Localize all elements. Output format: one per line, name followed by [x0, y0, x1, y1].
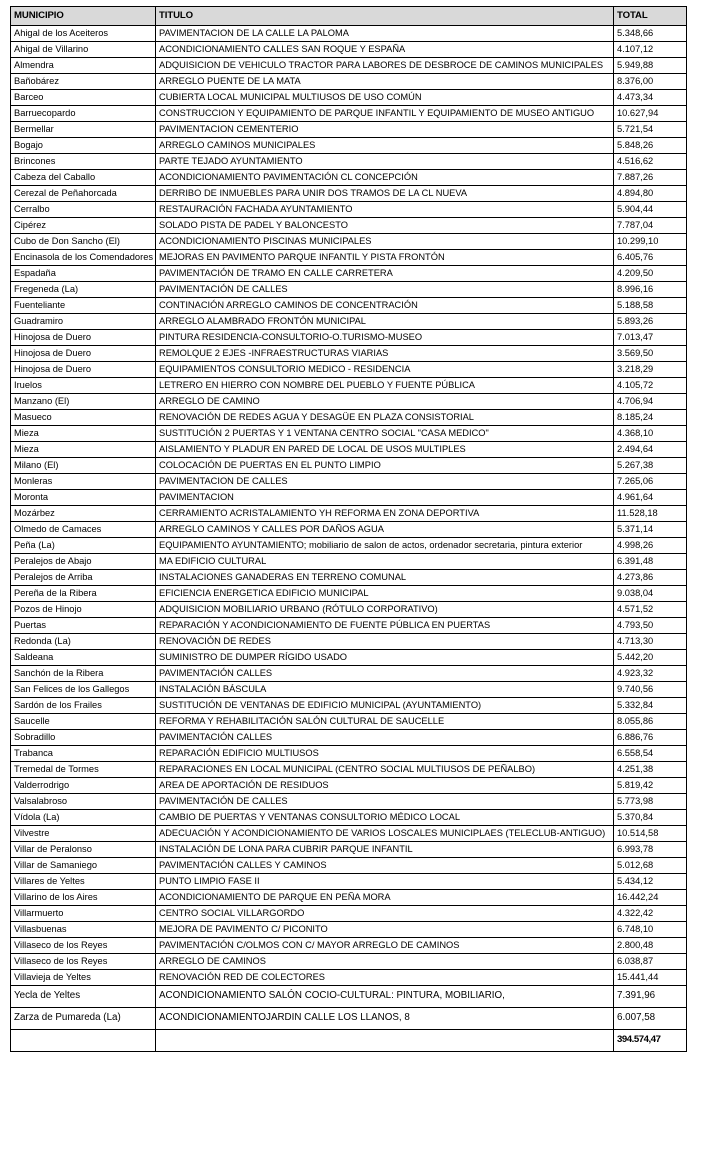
cell-total: 5.893,26	[614, 314, 687, 330]
table-row	[11, 570, 687, 586]
table-row	[11, 522, 687, 538]
table-row	[11, 122, 687, 138]
cell-total: 4.107,12	[614, 42, 687, 58]
cell-titulo: ARREGLO CAMINOS Y CALLES POR DAÑOS AGUA	[156, 522, 614, 538]
cell-total: 6.748,10	[614, 922, 687, 938]
cell-titulo: MEJORA DE PAVIMENTO C/ PICONITO	[156, 922, 614, 938]
cell-titulo: PUNTO LIMPIO FASE II	[156, 874, 614, 890]
cell-total: 16.442,24	[614, 890, 687, 906]
cell-municipio: Bermellar	[11, 122, 156, 138]
cell-titulo: CAMBIO DE PUERTAS Y VENTANAS CONSULTORIO MÉDICO LOCAL	[156, 810, 614, 826]
cell-municipio: Tremedal de Tormes	[11, 762, 156, 778]
grand-total-row	[11, 1030, 687, 1052]
cell-municipio: Sanchón de la Ribera	[11, 666, 156, 682]
table-row	[11, 778, 687, 794]
cell-titulo: SUMINISTRO DE DUMPER RÍGIDO USADO	[156, 650, 614, 666]
table-row	[11, 538, 687, 554]
cell-total: 5.188,58	[614, 298, 687, 314]
table-row	[11, 154, 687, 170]
cell-total: 5.904,44	[614, 202, 687, 218]
cell-titulo: CENTRO SOCIAL VILLARGORDO	[156, 906, 614, 922]
cell-municipio: Bañobárez	[11, 74, 156, 90]
cell-total: 6.405,76	[614, 250, 687, 266]
cell-titulo: REPARACIONES EN LOCAL MUNICIPAL (CENTRO SOCIAL MULTIUSOS DE PEÑALBO)	[156, 762, 614, 778]
cell-municipio: Fregeneda (La)	[11, 282, 156, 298]
cell-municipio: Zarza de Pumareda (La)	[11, 1008, 156, 1030]
cell-titulo: CONTINACIÓN ARREGLO CAMINOS DE CONCENTRACIÓN	[156, 298, 614, 314]
table-row	[11, 298, 687, 314]
table-row	[11, 1008, 687, 1030]
cell-municipio: Puertas	[11, 618, 156, 634]
cell-municipio: Vilvestre	[11, 826, 156, 842]
cell-total: 5.848,26	[614, 138, 687, 154]
table-header-row	[11, 7, 687, 26]
cell-municipio: Cerralbo	[11, 202, 156, 218]
grand-total-value: 394.574,47	[614, 1030, 687, 1052]
cell-titulo: ADQUISICION MOBILIARIO URBANO (RÓTULO CORPORATIVO)	[156, 602, 614, 618]
table-row	[11, 282, 687, 298]
table-row	[11, 970, 687, 986]
cell-titulo: MA EDIFICIO CULTURAL	[156, 554, 614, 570]
table-row	[11, 810, 687, 826]
table-row	[11, 698, 687, 714]
cell-total: 8.996,16	[614, 282, 687, 298]
cell-total: 4.961,64	[614, 490, 687, 506]
cell-municipio: Hinojosa de Duero	[11, 362, 156, 378]
table-row	[11, 586, 687, 602]
cell-total: 4.368,10	[614, 426, 687, 442]
cell-total: 5.721,54	[614, 122, 687, 138]
cell-titulo: PAVIMENTACION	[156, 490, 614, 506]
column-header-titulo: TITULO	[156, 7, 614, 26]
cell-titulo: SOLADO PISTA DE PADEL Y BALONCESTO	[156, 218, 614, 234]
cell-titulo: RESTAURACIÓN FACHADA AYUNTAMIENTO	[156, 202, 614, 218]
table-row	[11, 602, 687, 618]
table-row	[11, 266, 687, 282]
table-row	[11, 410, 687, 426]
cell-total: 4.706,94	[614, 394, 687, 410]
cell-municipio: Sardón de los Frailes	[11, 698, 156, 714]
cell-titulo: ACONDICIONAMIENTO DE PARQUE EN PEÑA MORA	[156, 890, 614, 906]
cell-municipio: Espadaña	[11, 266, 156, 282]
cell-municipio: Yecla de Yeltes	[11, 986, 156, 1008]
cell-municipio: Mozárbez	[11, 506, 156, 522]
cell-titulo: REPARACIÓN EDIFICIO MULTIUSOS	[156, 746, 614, 762]
cell-titulo: PAVIMENTACIÓN DE CALLES	[156, 282, 614, 298]
cell-titulo: PAVIMENTACIÓN CALLES Y CAMINOS	[156, 858, 614, 874]
table-row	[11, 618, 687, 634]
cell-total: 4.209,50	[614, 266, 687, 282]
cell-municipio: Peralejos de Abajo	[11, 554, 156, 570]
cell-municipio: Barceo	[11, 90, 156, 106]
cell-municipio: Bogajo	[11, 138, 156, 154]
cell-total: 4.894,80	[614, 186, 687, 202]
cell-total: 6.993,78	[614, 842, 687, 858]
cell-municipio: Trabanca	[11, 746, 156, 762]
table-row	[11, 634, 687, 650]
table-row	[11, 842, 687, 858]
cell-titulo: EQUIPAMIENTOS CONSULTORIO MEDICO - RESIDENCIA	[156, 362, 614, 378]
table-row	[11, 474, 687, 490]
cell-municipio: Villaseco de los Reyes	[11, 954, 156, 970]
table-row	[11, 890, 687, 906]
table-row	[11, 442, 687, 458]
cell-municipio: Vídola (La)	[11, 810, 156, 826]
cell-titulo: PAVIMENTACIÓN CALLES	[156, 666, 614, 682]
cell-total: 15.441,44	[614, 970, 687, 986]
table-row	[11, 682, 687, 698]
cell-titulo: ACONDICIONAMIENTO PISCINAS MUNICIPALES	[156, 234, 614, 250]
cell-titulo: LETRERO EN HIERRO CON NOMBRE DEL PUEBLO Y FUENTE PÚBLICA	[156, 378, 614, 394]
table-row	[11, 746, 687, 762]
table-header	[11, 7, 687, 26]
table-row	[11, 90, 687, 106]
cell-total: 3.569,50	[614, 346, 687, 362]
cell-total: 10.627,94	[614, 106, 687, 122]
cell-municipio: Olmedo de Camaces	[11, 522, 156, 538]
cell-titulo: DERRIBO DE INMUEBLES PARA UNIR DOS TRAMOS DE LA CL NUEVA	[156, 186, 614, 202]
cell-municipio: Mieza	[11, 426, 156, 442]
table-row	[11, 234, 687, 250]
cell-municipio: Brincones	[11, 154, 156, 170]
cell-municipio: Almendra	[11, 58, 156, 74]
table-row	[11, 650, 687, 666]
cell-municipio: Villaseco de los Reyes	[11, 938, 156, 954]
table-footer	[11, 1030, 687, 1052]
table-row	[11, 42, 687, 58]
cell-titulo: CONSTRUCCION Y EQUIPAMIENTO DE PARQUE INFANTIL Y EQUIPAMIENTO DE MUSEO ANTIGUO	[156, 106, 614, 122]
cell-total: 10.514,58	[614, 826, 687, 842]
cell-municipio: Peña (La)	[11, 538, 156, 554]
cell-municipio: Redonda (La)	[11, 634, 156, 650]
cell-municipio: Cabeza del Caballo	[11, 170, 156, 186]
cell-total: 5.348,66	[614, 26, 687, 42]
table-row	[11, 794, 687, 810]
cell-total: 5.370,84	[614, 810, 687, 826]
cell-titulo: PARTE TEJADO AYUNTAMIENTO	[156, 154, 614, 170]
table-row	[11, 762, 687, 778]
cell-total: 4.251,38	[614, 762, 687, 778]
cell-municipio: Pereña de la Ribera	[11, 586, 156, 602]
cell-total: 4.516,62	[614, 154, 687, 170]
cell-municipio: Pozos de Hinojo	[11, 602, 156, 618]
cell-total: 4.273,86	[614, 570, 687, 586]
cell-total: 6.038,87	[614, 954, 687, 970]
table-row	[11, 458, 687, 474]
cell-titulo: ACONDICIONAMIENTO SALÓN COCIO-CULTURAL: PINTURA, MOBILIARIO,	[156, 986, 614, 1008]
cell-total: 2.494,64	[614, 442, 687, 458]
cell-total: 8.185,24	[614, 410, 687, 426]
cell-total: 4.105,72	[614, 378, 687, 394]
cell-total: 6.886,76	[614, 730, 687, 746]
cell-total: 3.218,29	[614, 362, 687, 378]
cell-total: 5.371,14	[614, 522, 687, 538]
cell-titulo: ACONDICIONAMIENTOJARDIN CALLE LOS LLANOS, 8	[156, 1008, 614, 1030]
cell-titulo: AREA DE APORTACIÓN DE RESIDUOS	[156, 778, 614, 794]
cell-municipio: Iruelos	[11, 378, 156, 394]
cell-total: 6.007,58	[614, 1008, 687, 1030]
table-row	[11, 666, 687, 682]
table-row	[11, 394, 687, 410]
cell-titulo: REFORMA Y REHABILITACIÓN SALÓN CULTURAL DE SAUCELLE	[156, 714, 614, 730]
cell-municipio: Cubo de Don Sancho (El)	[11, 234, 156, 250]
cell-municipio: Hinojosa de Duero	[11, 330, 156, 346]
cell-titulo: PAVIMENTACIÓN DE TRAMO EN CALLE CARRETERA	[156, 266, 614, 282]
table-row	[11, 490, 687, 506]
table-row	[11, 506, 687, 522]
cell-municipio: Villares de Yeltes	[11, 874, 156, 890]
cell-titulo: EQUIPAMIENTO AYUNTAMIENTO; mobiliario de salon de actos, ordenador secretaria, pintura exterior	[156, 538, 614, 554]
cell-titulo: INSTALACIÓN DE LONA PARA CUBRIR PARQUE INFANTIL	[156, 842, 614, 858]
cell-total: 5.332,84	[614, 698, 687, 714]
table-row	[11, 138, 687, 154]
cell-titulo: ARREGLO ALAMBRADO FRONTÓN MUNICIPAL	[156, 314, 614, 330]
table-row	[11, 186, 687, 202]
cell-municipio: Moronta	[11, 490, 156, 506]
cell-titulo: ACONDICIONAMIENTO PAVIMENTACIÓN CL CONCEPCIÓN	[156, 170, 614, 186]
cell-municipio: Monleras	[11, 474, 156, 490]
cell-titulo: CERRAMIENTO ACRISTALAMIENTO YH REFORMA EN ZONA DEPORTIVA	[156, 506, 614, 522]
table-row	[11, 362, 687, 378]
table-row	[11, 986, 687, 1008]
cell-municipio: Masueco	[11, 410, 156, 426]
cell-municipio: Villasbuenas	[11, 922, 156, 938]
cell-titulo: INSTALACIÓN BÁSCULA	[156, 682, 614, 698]
table-row	[11, 714, 687, 730]
table-row	[11, 954, 687, 970]
table-row	[11, 378, 687, 394]
grand-total-spacer-titulo	[156, 1030, 614, 1052]
table-row	[11, 426, 687, 442]
cell-total: 6.558,54	[614, 746, 687, 762]
cell-total: 4.571,52	[614, 602, 687, 618]
cell-municipio: Saldeana	[11, 650, 156, 666]
cell-titulo: COLOCACIÓN DE PUERTAS EN EL PUNTO LIMPIO	[156, 458, 614, 474]
cell-total: 8.055,86	[614, 714, 687, 730]
cell-total: 5.434,12	[614, 874, 687, 890]
cell-municipio: Villavieja de Yeltes	[11, 970, 156, 986]
cell-municipio: Cerezal de Peñahorcada	[11, 186, 156, 202]
cell-municipio: Ahigal de Villarino	[11, 42, 156, 58]
cell-titulo: AISLAMIENTO Y PLADUR EN PARED DE LOCAL DE USOS MULTIPLES	[156, 442, 614, 458]
grants-table	[10, 6, 687, 1052]
cell-municipio: Manzano (El)	[11, 394, 156, 410]
cell-total: 7.787,04	[614, 218, 687, 234]
cell-total: 10.299,10	[614, 234, 687, 250]
cell-titulo: SUSTITUCIÓN DE VENTANAS DE EDIFICIO MUNICIPAL (AYUNTAMIENTO)	[156, 698, 614, 714]
cell-titulo: ARREGLO DE CAMINOS	[156, 954, 614, 970]
table-row	[11, 218, 687, 234]
cell-titulo: ARREGLO DE CAMINO	[156, 394, 614, 410]
cell-total: 11.528,18	[614, 506, 687, 522]
cell-titulo: MEJORAS EN PAVIMENTO PARQUE INFANTIL Y PISTA FRONTÓN	[156, 250, 614, 266]
table-row	[11, 922, 687, 938]
grants-table-container	[10, 6, 686, 1052]
cell-titulo: RENOVACIÓN RED DE COLECTORES	[156, 970, 614, 986]
table-body	[11, 26, 687, 1030]
table-row	[11, 826, 687, 842]
cell-total: 5.819,42	[614, 778, 687, 794]
cell-municipio: Fuenteliante	[11, 298, 156, 314]
table-row	[11, 906, 687, 922]
table-row	[11, 346, 687, 362]
cell-municipio: Saucelle	[11, 714, 156, 730]
table-row	[11, 106, 687, 122]
cell-total: 9.038,04	[614, 586, 687, 602]
cell-titulo: SUSTITUCIÓN 2 PUERTAS Y 1 VENTANA CENTRO SOCIAL "CASA MEDICO"	[156, 426, 614, 442]
cell-titulo: EFICIENCIA ENERGETICA EDIFICIO MUNICIPAL	[156, 586, 614, 602]
cell-titulo: REPARACIÓN Y ACONDICIONAMIENTO DE FUENTE PÚBLICA EN PUERTAS	[156, 618, 614, 634]
table-row	[11, 250, 687, 266]
cell-municipio: Milano (El)	[11, 458, 156, 474]
cell-municipio: Sobradillo	[11, 730, 156, 746]
cell-titulo: ADECUACIÓN Y ACONDICIONAMIENTO DE VARIOS LOSCALES MUNICIPLAES (TELECLUB-ANTIGUO)	[156, 826, 614, 842]
cell-titulo: PAVIMENTACION DE LA CALLE LA PALOMA	[156, 26, 614, 42]
cell-titulo: REMOLQUE 2 EJES -INFRAESTRUCTURAS VIARIAS	[156, 346, 614, 362]
cell-total: 5.773,98	[614, 794, 687, 810]
cell-municipio: San Felices de los Gallegos	[11, 682, 156, 698]
table-row	[11, 554, 687, 570]
cell-titulo: PAVIMENTACIÓN CALLES	[156, 730, 614, 746]
cell-titulo: ARREGLO PUENTE DE LA MATA	[156, 74, 614, 90]
cell-titulo: PAVIMENTACIÓN DE CALLES	[156, 794, 614, 810]
cell-total: 5.012,68	[614, 858, 687, 874]
cell-titulo: ACONDICIONAMIENTO CALLES SAN ROQUE Y ESPAÑA	[156, 42, 614, 58]
table-row	[11, 938, 687, 954]
cell-titulo: ADQUISICION DE VEHICULO TRACTOR PARA LABORES DE DESBROCE DE CAMINOS MUNICIPALES	[156, 58, 614, 74]
cell-municipio: Cipérez	[11, 218, 156, 234]
table-row	[11, 314, 687, 330]
cell-municipio: Hinojosa de Duero	[11, 346, 156, 362]
table-row	[11, 170, 687, 186]
cell-total: 7.391,96	[614, 986, 687, 1008]
cell-total: 5.949,88	[614, 58, 687, 74]
table-row	[11, 330, 687, 346]
cell-total: 7.265,06	[614, 474, 687, 490]
cell-titulo: CUBIERTA LOCAL MUNICIPAL MULTIUSOS DE USO COMÚN	[156, 90, 614, 106]
cell-total: 4.713,30	[614, 634, 687, 650]
cell-municipio: Villarino de los Aires	[11, 890, 156, 906]
cell-municipio: Villarmuerto	[11, 906, 156, 922]
table-row	[11, 74, 687, 90]
cell-total: 6.391,48	[614, 554, 687, 570]
cell-municipio: Valderrodrigo	[11, 778, 156, 794]
column-header-municipio: MUNICIPIO	[11, 7, 156, 26]
cell-titulo: PAVIMENTACIÓN C/OLMOS CON C/ MAYOR ARREGLO DE CAMINOS	[156, 938, 614, 954]
cell-total: 4.923,32	[614, 666, 687, 682]
cell-municipio: Guadramiro	[11, 314, 156, 330]
cell-total: 4.473,34	[614, 90, 687, 106]
cell-municipio: Encinasola de los Comendadores	[11, 250, 156, 266]
cell-titulo: PINTURA RESIDENCIA-CONSULTORIO-O.TURISMO-MUSEO	[156, 330, 614, 346]
cell-total: 5.442,20	[614, 650, 687, 666]
cell-titulo: PAVIMENTACION DE CALLES	[156, 474, 614, 490]
cell-total: 4.793,50	[614, 618, 687, 634]
cell-total: 7.887,26	[614, 170, 687, 186]
cell-total: 2.800,48	[614, 938, 687, 954]
cell-municipio: Villar de Samaniego	[11, 858, 156, 874]
cell-municipio: Mieza	[11, 442, 156, 458]
cell-titulo: PAVIMENTACION CEMENTERIO	[156, 122, 614, 138]
table-row	[11, 730, 687, 746]
column-header-total: TOTAL	[614, 7, 687, 26]
cell-municipio: Barruecopardo	[11, 106, 156, 122]
cell-titulo: ARREGLO CAMINOS MUNICIPALES	[156, 138, 614, 154]
cell-municipio: Ahigal de los Aceiteros	[11, 26, 156, 42]
table-row	[11, 202, 687, 218]
cell-municipio: Peralejos de Arriba	[11, 570, 156, 586]
cell-titulo: RENOVACIÓN DE REDES	[156, 634, 614, 650]
cell-titulo: RENOVACIÓN DE REDES AGUA Y DESAGÜE EN PLAZA CONSISTORIAL	[156, 410, 614, 426]
cell-total: 9.740,56	[614, 682, 687, 698]
cell-total: 5.267,38	[614, 458, 687, 474]
cell-total: 4.322,42	[614, 906, 687, 922]
table-row	[11, 26, 687, 42]
table-row	[11, 58, 687, 74]
table-row	[11, 874, 687, 890]
cell-total: 4.998,26	[614, 538, 687, 554]
cell-municipio: Villar de Peralonso	[11, 842, 156, 858]
grand-total-spacer-municipio	[11, 1030, 156, 1052]
cell-municipio: Valsalabroso	[11, 794, 156, 810]
cell-titulo: INSTALACIONES GANADERAS EN TERRENO COMUNAL	[156, 570, 614, 586]
cell-total: 7.013,47	[614, 330, 687, 346]
cell-total: 8.376,00	[614, 74, 687, 90]
table-row	[11, 858, 687, 874]
